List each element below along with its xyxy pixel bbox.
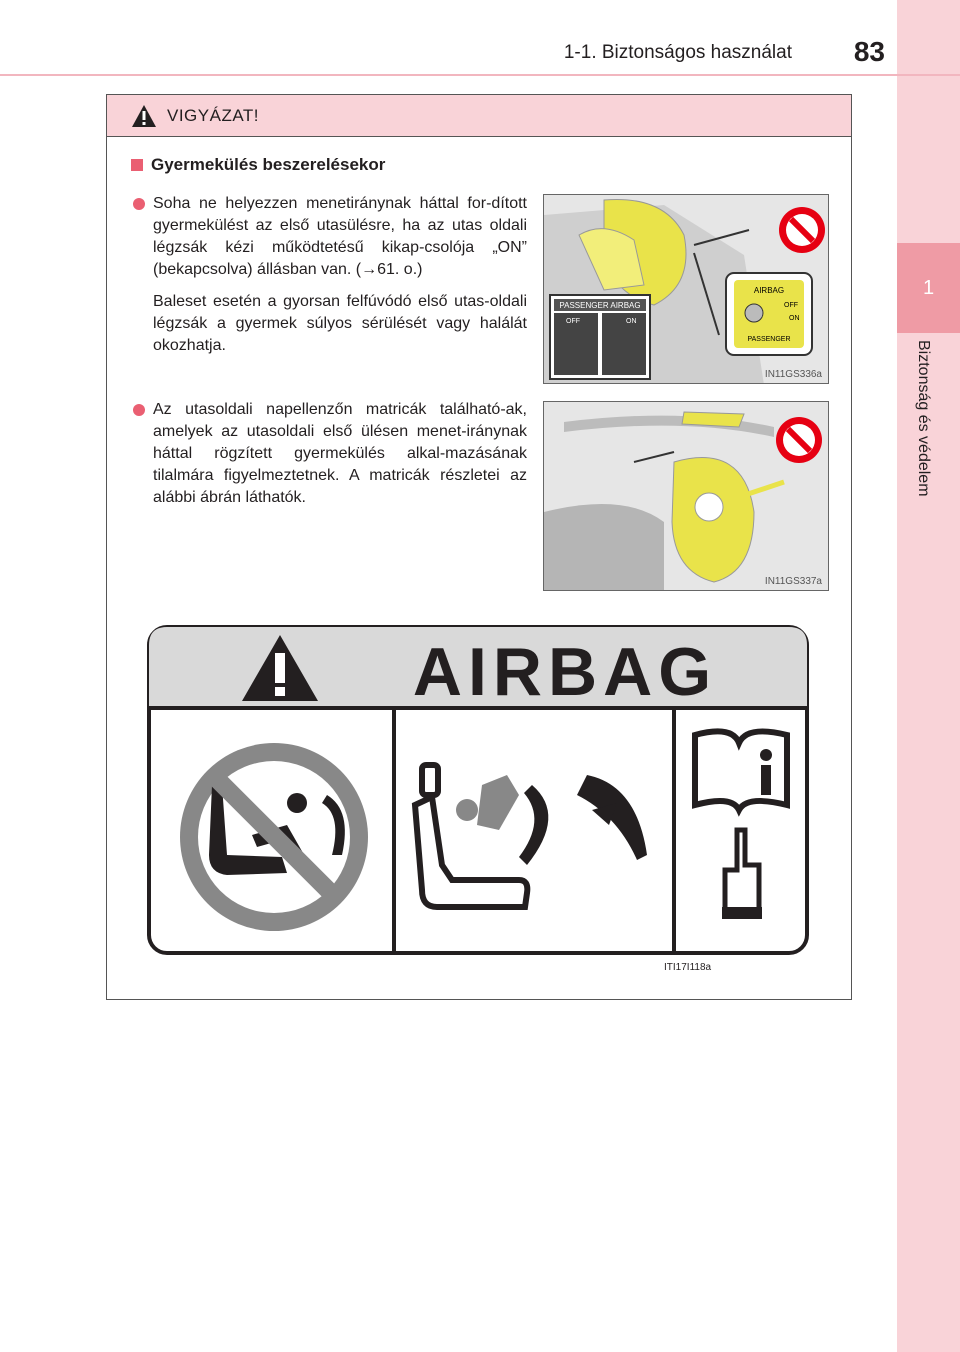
no-rear-facing-seat-icon <box>180 743 368 931</box>
section-title: 1-1. Biztonságos használat <box>563 42 792 63</box>
header-rule <box>0 74 960 76</box>
switch-label-off: OFF <box>566 318 580 325</box>
chapter-title: Biztonság és védelem <box>915 340 932 497</box>
figure-sun-visor-sticker <box>543 401 829 591</box>
switch-label-title: PASSENGER AIRBAG <box>559 301 641 310</box>
label-airbag-title: AIRBAG <box>412 634 718 710</box>
bullet-2-text: Az utasoldali napellenzőn matricák található-ak, amelyek az utasoldali első ülésen menet-iránynak háttal rögzített gyermekülés alkal-mazásának tilalmára figyelmeztetnek. A matricák részletei az alábbi ábrán láthatók. <box>153 401 527 506</box>
switch-label-on: ON <box>626 318 637 325</box>
square-bullet-icon <box>131 159 143 171</box>
side-tab <box>897 0 960 1352</box>
subheading-text: Gyermekülés beszerelésekor <box>151 155 386 174</box>
chapter-number: 1 <box>897 243 960 333</box>
subheading <box>131 155 385 175</box>
figure-1-code: IN11GS336a <box>764 369 822 380</box>
warning-header <box>107 95 851 137</box>
warning-triangle-icon <box>131 104 157 128</box>
sticker-off-text: OFF <box>784 302 798 309</box>
round-bullet-icon <box>133 198 145 210</box>
figure-2-code: IN11GS337a <box>764 576 822 587</box>
bullet-1-paragraph-2: Baleset esetén a gyorsan felfúvódó első utas-oldali légzsák a gyermek súlyos sérülését vagy halálát okozhatja. <box>153 293 527 354</box>
sticker-passenger-text: PASSENGER <box>747 336 791 343</box>
label-code: ITI17I118a <box>664 962 712 973</box>
warning-heading: VIGYÁZAT! <box>167 105 260 125</box>
sun-visor-illustration <box>544 402 829 591</box>
sticker-on-text: ON <box>789 315 800 322</box>
page-number: 83 <box>853 36 885 67</box>
bullet-1 <box>139 193 527 367</box>
airbag-label-graphic <box>147 625 809 955</box>
round-bullet-icon <box>133 404 145 416</box>
car-interior-illustration <box>544 195 829 384</box>
bullet-1-paragraph-1: Soha ne helyezzen menetiránynak háttal for-dított gyermekülést az első utasülésre, ha az utas oldali légzsák kézi működtetésű kikap-csolója „ON” (bekapcsolva) állásban van. (→61. o.) <box>153 195 527 278</box>
sticker-airbag-text: AIRBAG <box>753 286 785 295</box>
bullet-2 <box>139 399 527 519</box>
figure-passenger-airbag-switch <box>543 194 829 384</box>
airbag-warning-label <box>147 625 809 955</box>
